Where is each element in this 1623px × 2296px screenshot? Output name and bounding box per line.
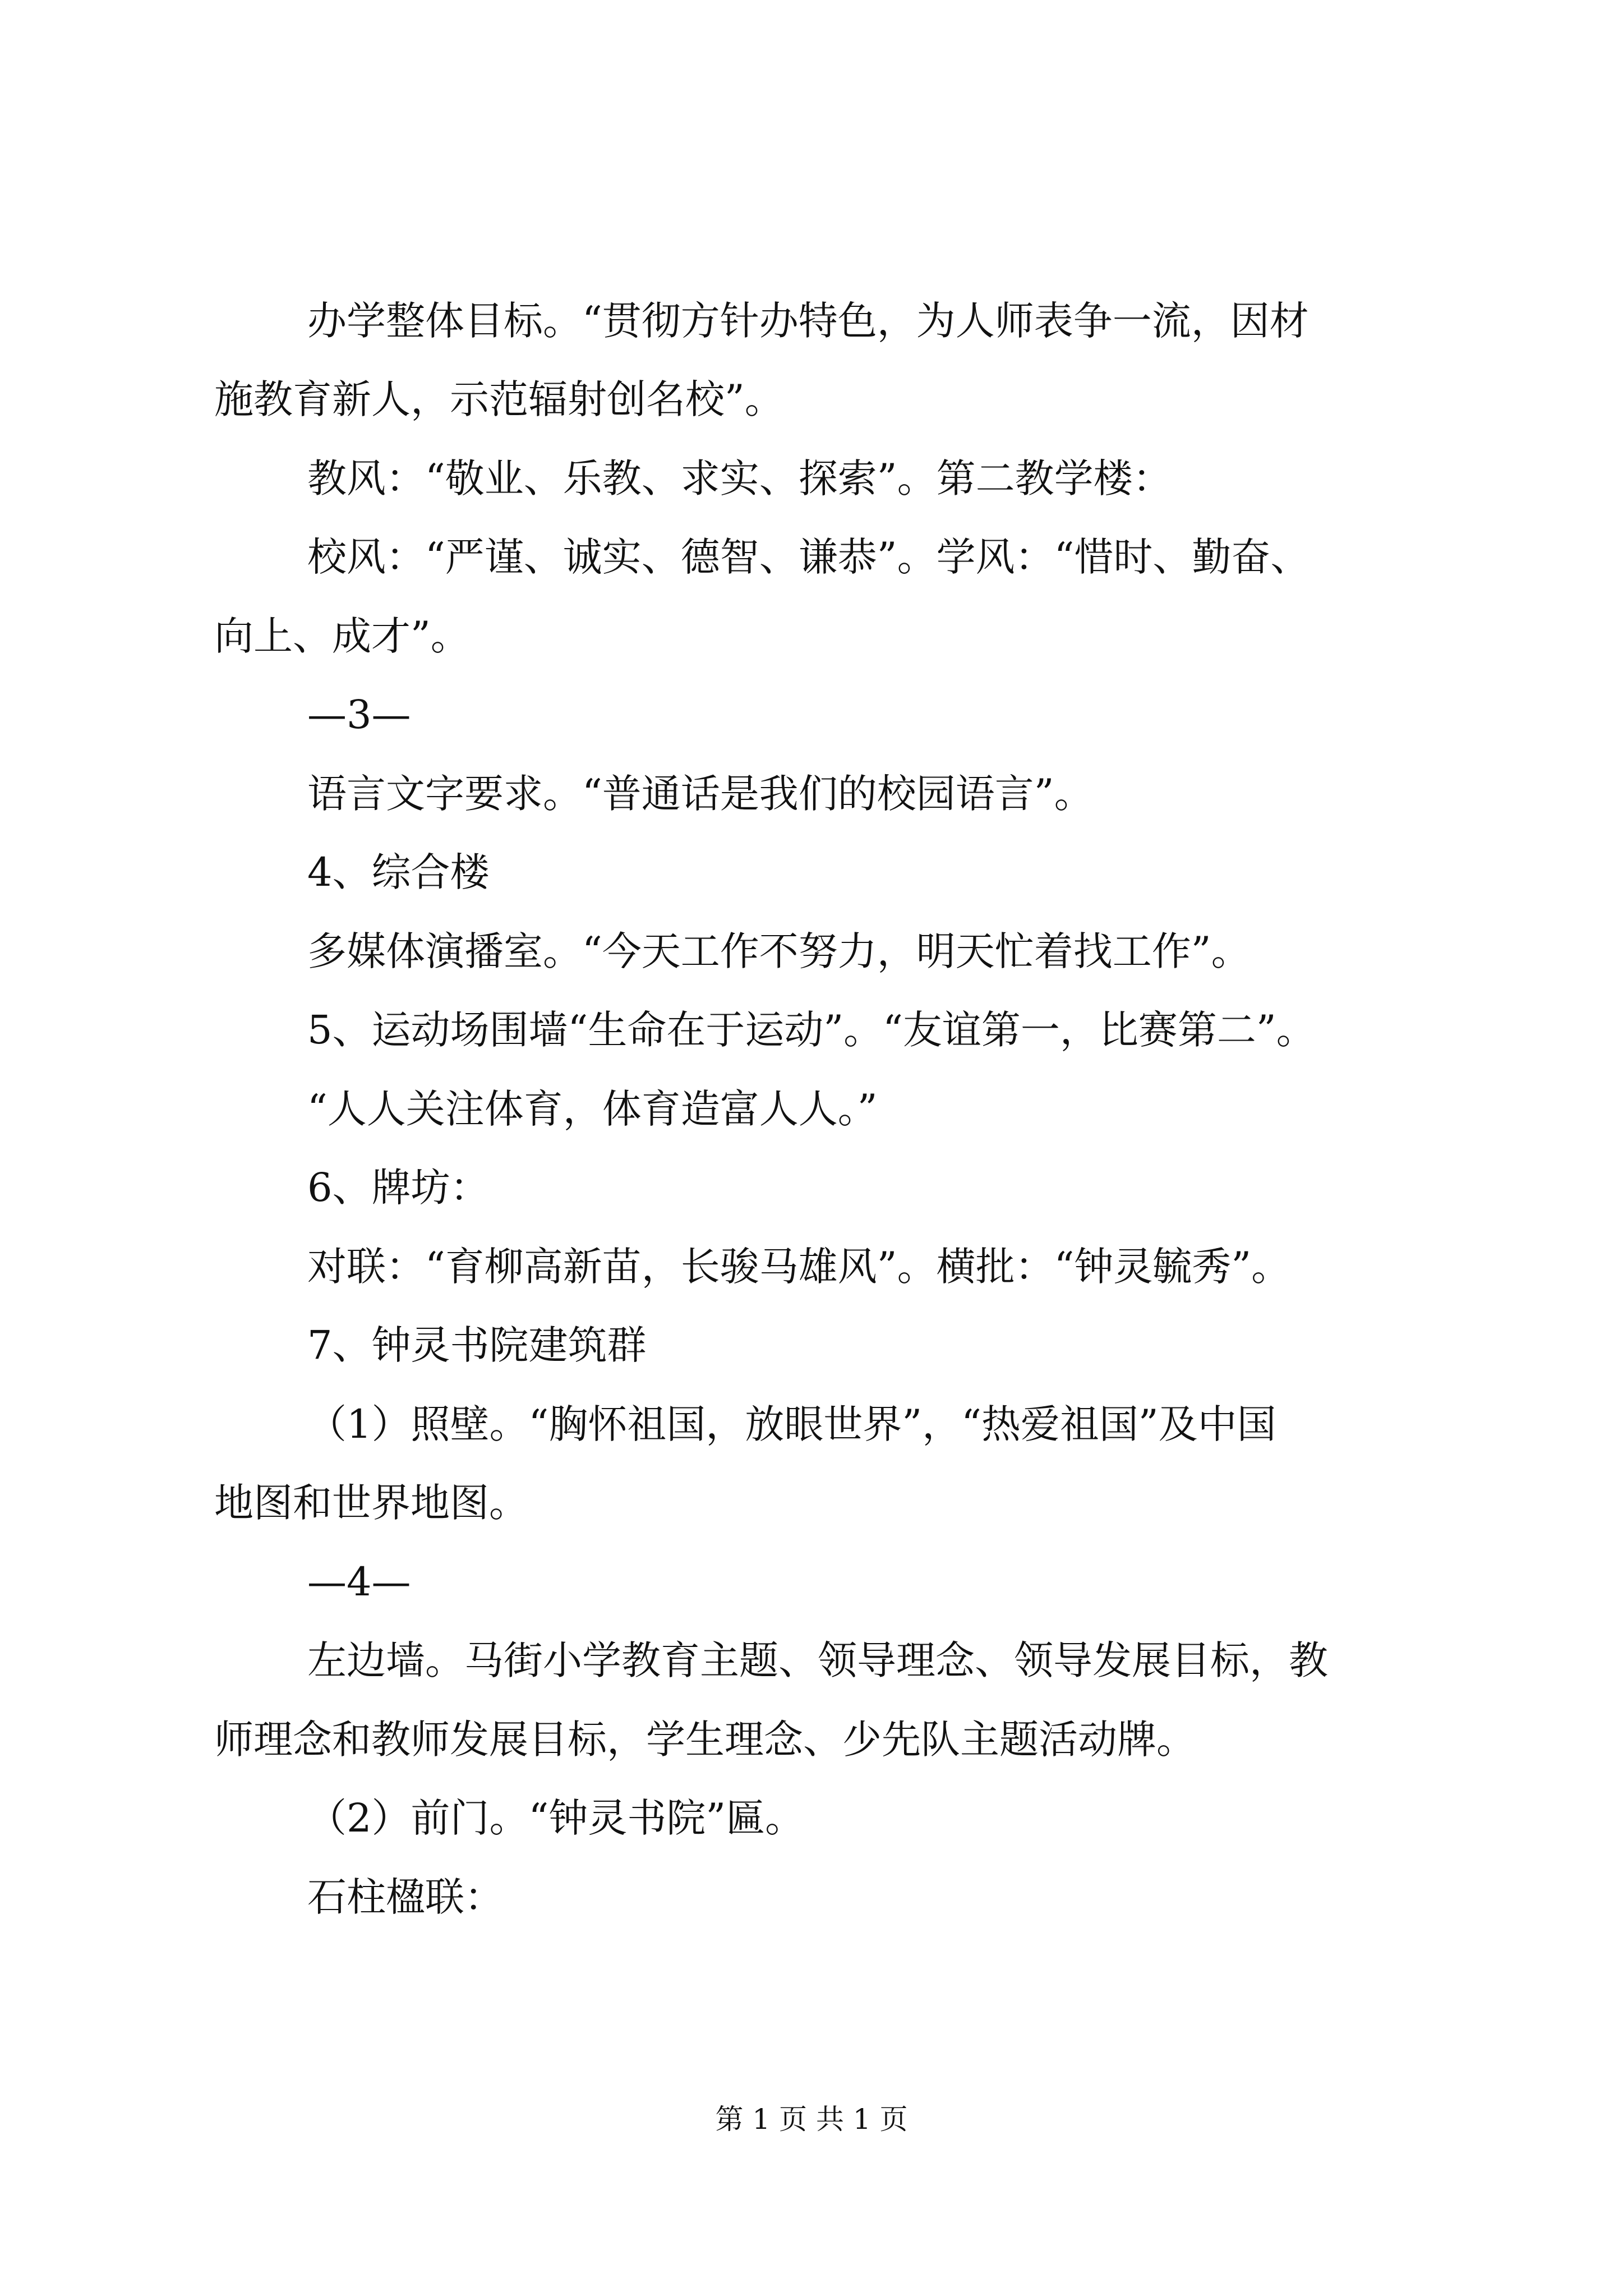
text-line: 地图和世界地图。 bbox=[214, 1480, 528, 1526]
text-line: （2）前门。“钟灵书院”匾。 bbox=[307, 1795, 805, 1841]
text-line: 施教育新人，示范辐射创名校”。 bbox=[214, 376, 784, 422]
section-heading: 5、运动场围墙“生命在于运动”。“友谊第一，比赛第二”。 bbox=[307, 1007, 1316, 1053]
text-line: 多媒体演播室。“今天工作不努力，明天忙着找工作”。 bbox=[307, 928, 1251, 974]
text-line: 语言文字要求。“普通话是我们的校园语言”。 bbox=[307, 771, 1094, 817]
section-heading: 6、牌坊： bbox=[307, 1165, 490, 1211]
text-line: 教风：“敬业、乐教、求实、探索”。第二教学楼： bbox=[307, 455, 1172, 501]
text-line: 对联：“育柳高新苗，长骏马雄风”。横批：“钟灵毓秀”。 bbox=[307, 1244, 1291, 1290]
page-marker: —3— bbox=[307, 692, 411, 738]
text-line: 左边墙。马街小学教育主题、领导理念、领导发展目标，教 bbox=[307, 1637, 1328, 1683]
text-line: 石柱楹联： bbox=[307, 1874, 504, 1920]
section-heading: 4、综合楼 bbox=[307, 849, 490, 895]
text-line: （1）照壁。“胸怀祖国，放眼世界”，“热爱祖国”及中国 bbox=[307, 1401, 1276, 1447]
text-line: 师理念和教师发展目标，学生理念、少先队主题活动牌。 bbox=[214, 1717, 1196, 1763]
text-line: “人人关注体育，体育造富人人。” bbox=[307, 1086, 878, 1132]
page-marker: —4— bbox=[307, 1559, 411, 1605]
text-line: 校风：“严谨、诚实、德智、谦恭”。学风：“惜时、勤奋、 bbox=[307, 534, 1310, 580]
page-footer: 第 1 页 共 1 页 bbox=[715, 2103, 908, 2136]
text-line: 向上、成才”。 bbox=[214, 613, 470, 659]
section-heading: 7、钟灵书院建筑群 bbox=[307, 1322, 647, 1368]
text-line: 办学整体目标。“贯彻方针办特色，为人师表争一流，因材 bbox=[307, 298, 1309, 344]
